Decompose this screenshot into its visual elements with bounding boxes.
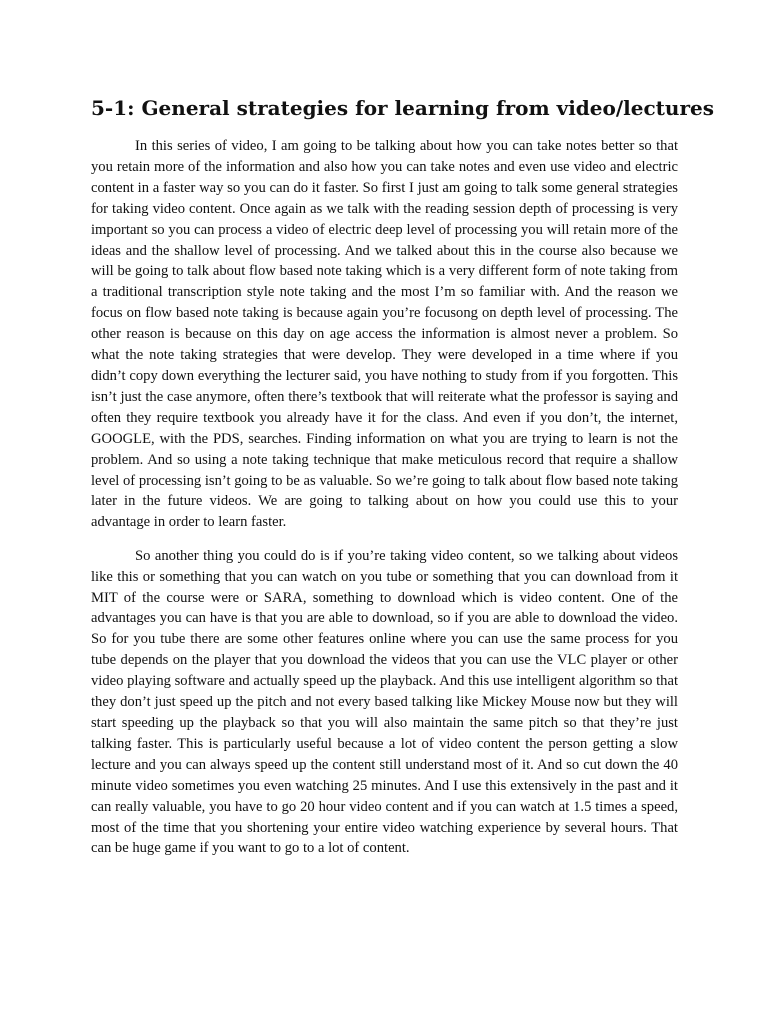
document-title: 5-1: General strategies for learning from video/lectures bbox=[91, 96, 714, 120]
paragraph-1: In this series of video, I am going to be talking about how you can take notes better so that you retain more of the information and also how you can take notes and even use video and electric content in a faster way so you can do it faster. So first I just am going to talk some general strategies for taking video content. Once again as we talk with the reading session depth of processing is very important so you can process a video of electric deep level of processing you will retain more of the ideas and the shallow level of processing. And we talked about this in the course also because we will be going to talk about flow based note taking which is a very different form of note taking from a traditional transcription style note taking and the most I’m so familiar with. And the reason we focus on flow based note taking is because again you’re focusong on depth level of processing. The other reason is because on this day on age access the information is almost never a problem. So what the note taking strategies that were develop. They were developed in a time where if you didn’t copy down everything the lecturer said, you have nothing to study from if you forgotten. This isn’t just the case anymore, often there’s textbook that will reiterate what the professor is saying and often they require textbook you already have it for the class. And even if you don’t, the internet, GOOGLE, with the PDS, searches. Finding information on what you are trying to learn is not the problem. And so using a note taking technique that make meticulous record that require a shallow level of processing isn’t going to be as valuable. So we’re going to talk about flow based note taking later in the future videos. We are going to talking about on how you could use this to your advantage in order to learn faster. bbox=[91, 138, 678, 531]
document-body bbox=[91, 136, 678, 859]
paragraph-2: So another thing you could do is if you’re taking video content, so we talking about videos like this or something that you can watch on you tube or something that you can download from it MIT of the course were or SARA, something to download which is video content. One of the advantages you can have is that you are able to download, so if you are able to download the video. So for you tube there are some other features online where you can use the same process for you tube depends on the player that you download the videos that you can use the VLC player or other video playing software and actually speed up the playback. And this use intelligent algorithm so that they don’t just speed up the pitch and not every based talking like Mickey Mouse now but they will start speeding up the playback so that you will also maintain the same pitch so that they’re just talking faster. This is particularly useful because a lot of video content the person getting a slow lecture and you can always speed up the content still understand most of it. And so cut down the 40 minute video sometimes you even watching 25 minutes. And I use this extensively in the past and it can really valuable, you have to go 20 hour video content and if you can watch at 1.5 times a speed, most of the time that you shortening your entire video watching experience by several hours. That can be huge game if you want to go to a lot of content. bbox=[91, 547, 678, 857]
